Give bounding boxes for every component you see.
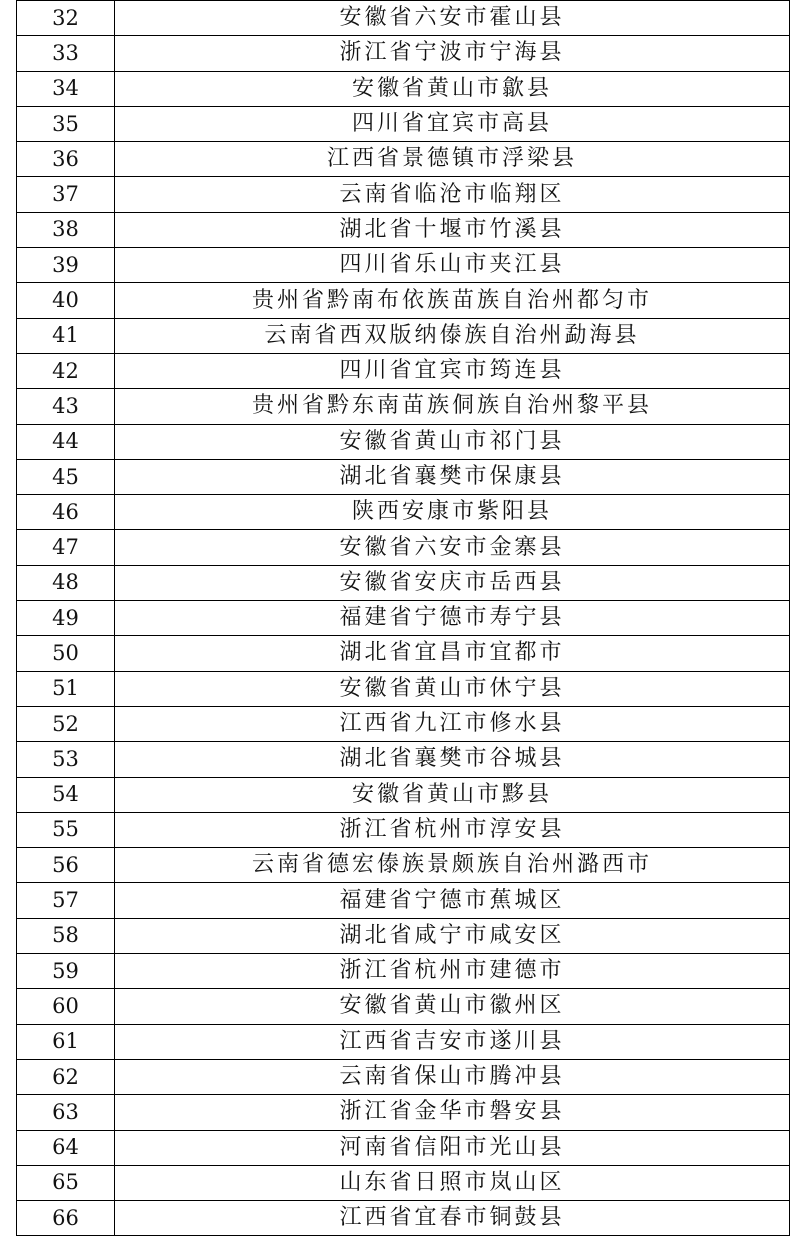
table-row [17, 495, 790, 530]
region-name-cell: 浙江省杭州市建德市 [115, 954, 790, 989]
table-row [17, 777, 790, 812]
table-row [17, 530, 790, 565]
table-row [17, 601, 790, 636]
region-name-cell: 云南省临沧市临翔区 [115, 177, 790, 212]
row-number-cell: 33 [17, 36, 115, 71]
region-name-cell: 江西省景德镇市浮梁县 [115, 142, 790, 177]
table-row [17, 1165, 790, 1200]
row-number-cell: 36 [17, 142, 115, 177]
region-name-cell: 福建省宁德市蕉城区 [115, 883, 790, 918]
table-row [17, 1, 790, 36]
row-number-cell: 47 [17, 530, 115, 565]
region-name-cell: 江西省宜春市铜鼓县 [115, 1201, 790, 1236]
row-number-cell: 46 [17, 495, 115, 530]
region-name-cell: 福建省宁德市寿宁县 [115, 601, 790, 636]
table-row [17, 71, 790, 106]
region-name-cell: 云南省保山市腾冲县 [115, 1059, 790, 1094]
region-name-cell: 江西省吉安市遂川县 [115, 1024, 790, 1059]
row-number-cell: 44 [17, 424, 115, 459]
table-row [17, 106, 790, 141]
table-row [17, 389, 790, 424]
row-number-cell: 61 [17, 1024, 115, 1059]
region-name-cell: 安徽省黄山市休宁县 [115, 671, 790, 706]
row-number-cell: 55 [17, 812, 115, 847]
region-name-cell: 湖北省十堰市竹溪县 [115, 212, 790, 247]
table-row [17, 1130, 790, 1165]
table-row [17, 812, 790, 847]
table-row [17, 989, 790, 1024]
table-row [17, 424, 790, 459]
region-name-cell: 浙江省杭州市淳安县 [115, 812, 790, 847]
table-row [17, 459, 790, 494]
region-name-cell: 安徽省黄山市祁门县 [115, 424, 790, 459]
region-name-cell: 四川省宜宾市筠连县 [115, 353, 790, 388]
region-name-cell: 贵州省黔南布依族苗族自治州都匀市 [115, 283, 790, 318]
table-row [17, 565, 790, 600]
row-number-cell: 45 [17, 459, 115, 494]
region-name-cell: 浙江省宁波市宁海县 [115, 36, 790, 71]
table-row [17, 671, 790, 706]
row-number-cell: 48 [17, 565, 115, 600]
region-name-cell: 山东省日照市岚山区 [115, 1165, 790, 1200]
row-number-cell: 62 [17, 1059, 115, 1094]
row-number-cell: 43 [17, 389, 115, 424]
table-row [17, 353, 790, 388]
row-number-cell: 39 [17, 248, 115, 283]
table-row [17, 212, 790, 247]
region-name-cell: 安徽省六安市霍山县 [115, 1, 790, 36]
region-name-cell: 安徽省黄山市歙县 [115, 71, 790, 106]
table-row [17, 177, 790, 212]
row-number-cell: 35 [17, 106, 115, 141]
region-name-cell: 贵州省黔东南苗族侗族自治州黎平县 [115, 389, 790, 424]
region-name-cell: 湖北省宜昌市宜都市 [115, 636, 790, 671]
region-name-cell: 湖北省襄樊市保康县 [115, 459, 790, 494]
row-number-cell: 42 [17, 353, 115, 388]
row-number-cell: 53 [17, 742, 115, 777]
row-number-cell: 40 [17, 283, 115, 318]
region-name-cell: 河南省信阳市光山县 [115, 1130, 790, 1165]
table-row [17, 848, 790, 883]
region-name-cell: 安徽省黄山市黟县 [115, 777, 790, 812]
region-table [16, 0, 790, 1236]
table-body [17, 1, 790, 1236]
table-row [17, 1095, 790, 1130]
region-name-cell: 浙江省金华市磐安县 [115, 1095, 790, 1130]
region-name-cell: 湖北省咸宁市咸安区 [115, 918, 790, 953]
table-row [17, 742, 790, 777]
region-name-cell: 云南省德宏傣族景颇族自治州潞西市 [115, 848, 790, 883]
region-name-cell: 四川省乐山市夹江县 [115, 248, 790, 283]
table-row [17, 954, 790, 989]
row-number-cell: 49 [17, 601, 115, 636]
region-name-cell: 安徽省六安市金寨县 [115, 530, 790, 565]
row-number-cell: 57 [17, 883, 115, 918]
row-number-cell: 63 [17, 1095, 115, 1130]
table-row [17, 248, 790, 283]
table-row [17, 883, 790, 918]
row-number-cell: 32 [17, 1, 115, 36]
row-number-cell: 66 [17, 1201, 115, 1236]
table-row [17, 918, 790, 953]
table-row [17, 36, 790, 71]
table-row [17, 706, 790, 741]
row-number-cell: 54 [17, 777, 115, 812]
row-number-cell: 58 [17, 918, 115, 953]
row-number-cell: 38 [17, 212, 115, 247]
table-row [17, 318, 790, 353]
row-number-cell: 34 [17, 71, 115, 106]
row-number-cell: 64 [17, 1130, 115, 1165]
region-name-cell: 安徽省安庆市岳西县 [115, 565, 790, 600]
row-number-cell: 41 [17, 318, 115, 353]
region-name-cell: 陕西安康市紫阳县 [115, 495, 790, 530]
row-number-cell: 37 [17, 177, 115, 212]
table-row [17, 1201, 790, 1236]
region-name-cell: 四川省宜宾市高县 [115, 106, 790, 141]
row-number-cell: 65 [17, 1165, 115, 1200]
table-row [17, 142, 790, 177]
row-number-cell: 52 [17, 706, 115, 741]
row-number-cell: 51 [17, 671, 115, 706]
row-number-cell: 56 [17, 848, 115, 883]
row-number-cell: 59 [17, 954, 115, 989]
table-row [17, 283, 790, 318]
row-number-cell: 50 [17, 636, 115, 671]
region-name-cell: 江西省九江市修水县 [115, 706, 790, 741]
region-name-cell: 安徽省黄山市徽州区 [115, 989, 790, 1024]
table-row [17, 1024, 790, 1059]
region-name-cell: 湖北省襄樊市谷城县 [115, 742, 790, 777]
table-row [17, 636, 790, 671]
region-name-cell: 云南省西双版纳傣族自治州勐海县 [115, 318, 790, 353]
table-row [17, 1059, 790, 1094]
row-number-cell: 60 [17, 989, 115, 1024]
